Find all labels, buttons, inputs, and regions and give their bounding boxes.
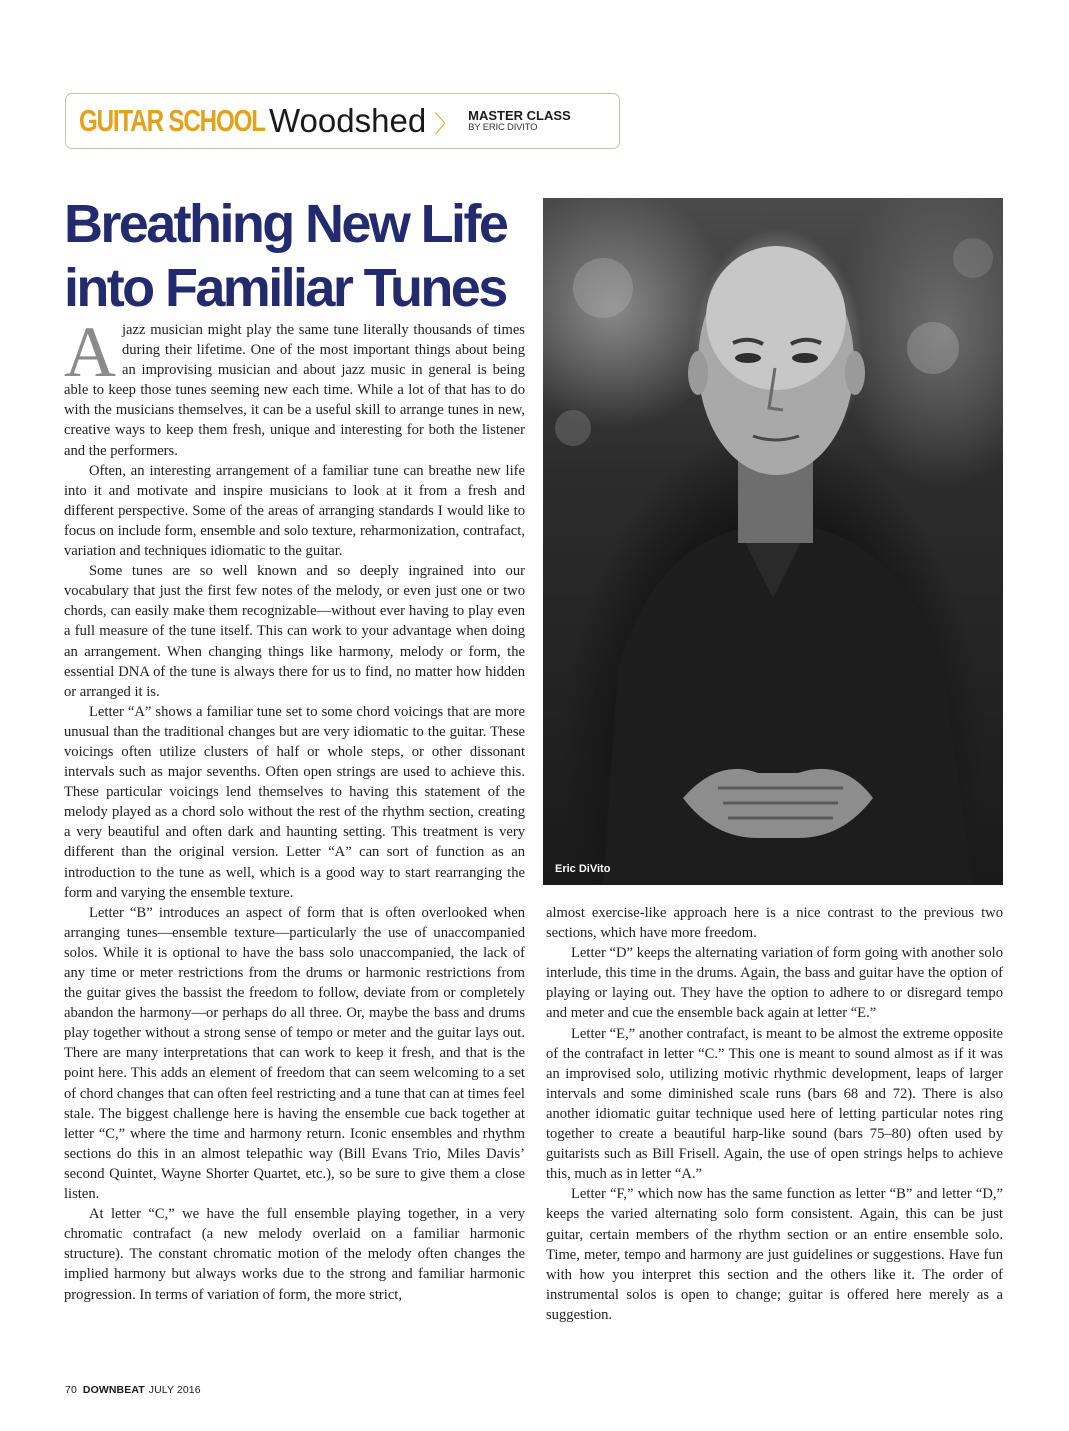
article-column-right [546, 903, 1003, 1325]
paragraph: Often, an interesting arrangement of a familiar tune can breathe new life into it and motivate and inspire musicians to look at it from a fresh and different perspective. Some of the areas of arranging standards I would like to focus on include form, ensemble and solo texture, reharmonization, contrafact, variation and techniques idiomatic to the guitar. [64, 462, 525, 560]
paragraph: Some tunes are so well known and so deeply ingrained into our vocabulary that just the first few notes of the melody, or even just one or two chords, can easily make them recognizable—without ever having to play even a full measure of the tune itself. This can work to your advantage when doing an arrangement. When changing things like harmony, melody or form, the essential DNA of the tune is always there for us to find, no matter how hidden or arranged it is. [64, 563, 525, 700]
article-column-left [64, 312, 525, 1305]
issue-date: JULY 2016 [148, 1384, 201, 1396]
paragraph-continued: almost exercise-like approach here is a nice contrast to the previous two sections, which have more freedom. [546, 905, 1003, 942]
drop-cap: A [64, 312, 116, 392]
portrait-illustration [543, 198, 1003, 885]
paragraph: Letter “A” shows a familiar tune set to some chord voicings that are more unusual than the traditional changes but are very idiomatic to the guitar. These voicings often utilize clusters of half or whole steps, or other dissonant intervals such as major sevenths. Often open strings are used to achieve this. These particular voicings lend themselves to having this statement of the melody played as a chord solo without the rest of the rhythm section, creating a very beautiful and often dark and haunting setting. This treatment is very different than the original version. Letter “A” can sort of function as an introduction to the tune as well, which is a good way to start rearranging the form and varying the ensemble texture. [64, 703, 525, 901]
magazine-name: DOWNBEAT [82, 1384, 145, 1396]
photo-caption: Eric DiVito [555, 863, 611, 875]
chevron-right-icon: 〉 [434, 109, 459, 138]
page-footer [65, 1384, 201, 1396]
paragraph: Letter “D” keeps the alternating variation of form going with another solo interlude, this time in the drums. Again, the bass and guitar have the option of playing or laying out. They have the option to adhere to or disregard tempo and meter and cue the ensemble back again at letter “E.” [546, 945, 1003, 1022]
column-label [468, 109, 571, 133]
subsection-name: Woodshed [269, 102, 427, 139]
paragraph: Letter “E,” another contrafact, is meant to be almost the extreme opposite of the contrafact in letter “C.” This one is meant to sound almost as if it was an improvised solo, utilizing motivic rhythmic development, leaps of larger intervals and some diminished scale runs (bars 68 and 72). There is also another idiomatic guitar technique used here of letting particular notes ring together to create a beautiful harp-like sound (bars 75–80) often used by guitarists such as Bill Frisell. Again, the use of open strings helps to achieve this, much as in letter “A.” [546, 1025, 1003, 1183]
section-header [65, 93, 620, 149]
paragraph: Letter “B” introduces an aspect of form that is often overlooked when arranging tunes—ensemble texture—particularly the use of unaccompanied solos. While it is optional to have the bass solo unaccompanied, the lack of any time or meter restrictions from the drums or harmonic restrictions from the guitar gives the bassist the freedom to follow, deviate from or completely abandon the harmony—or perhaps do all three. Or, maybe the bass and drums play together without a strong sense of tempo or meter and the guitar lays out. There are many interpretations that can work to keep it fresh, and that is the point here. This adds an element of freedom that can seem welcoming to a set of chord changes that can often feel restricting and a tune that can at times feel stale. The biggest challenge here is having the ensemble cue back together at letter “C,” where the time and harmony return. Iconic ensembles and rhythm sections do this in an almost telepathic way (Bill Evans Trio, Miles Davis’ second Quintet, Wayne Shorter Quartet, etc.), so be sure to give them a close listen. [64, 904, 525, 1203]
paragraph: Ajazz musician might play the same tune literally thousands of times during their lifetime. One of the most important things about being an improvising musician and about jazz music in general is being able to keep those tunes seeming new each time. While a lot of that has to do with the musicians themselves, it can be a useful skill to arrange tunes in new, creative ways to keep them fresh, unique and interesting for both the listener and the performers. [64, 312, 525, 459]
section-name: GUITAR SCHOOL [79, 103, 265, 138]
paragraph: At letter “C,” we have the full ensemble playing together, in a very chromatic contrafact (a new melody overlaid on a familiar harmonic structure). The constant chromatic motion of the melody often changes the implied harmony but always works due to the strong and familiar harmonic progression. In terms of variation of form, the more strict, [64, 1206, 525, 1303]
column-title: MASTER CLASS [468, 108, 571, 124]
author-photo [543, 198, 1003, 885]
page-number: 70 [65, 1384, 77, 1396]
byline: BY ERIC DIVITO [468, 122, 538, 134]
paragraph: Letter “F,” which now has the same function as letter “B” and letter “D,” keeps the varied alternating solo form consistent. Again, this can be just guitar, certain members of the rhythm section or an entire ensemble solo. Time, meter, tempo and harmony are just guidelines or suggestions. Have fun with how you interpret this section and the others like it. The order of instrumental solos is open to change; guitar is offered here merely as a suggestion. [546, 1186, 1003, 1323]
article-headline: Breathing New Life into Familiar Tunes [64, 194, 507, 318]
